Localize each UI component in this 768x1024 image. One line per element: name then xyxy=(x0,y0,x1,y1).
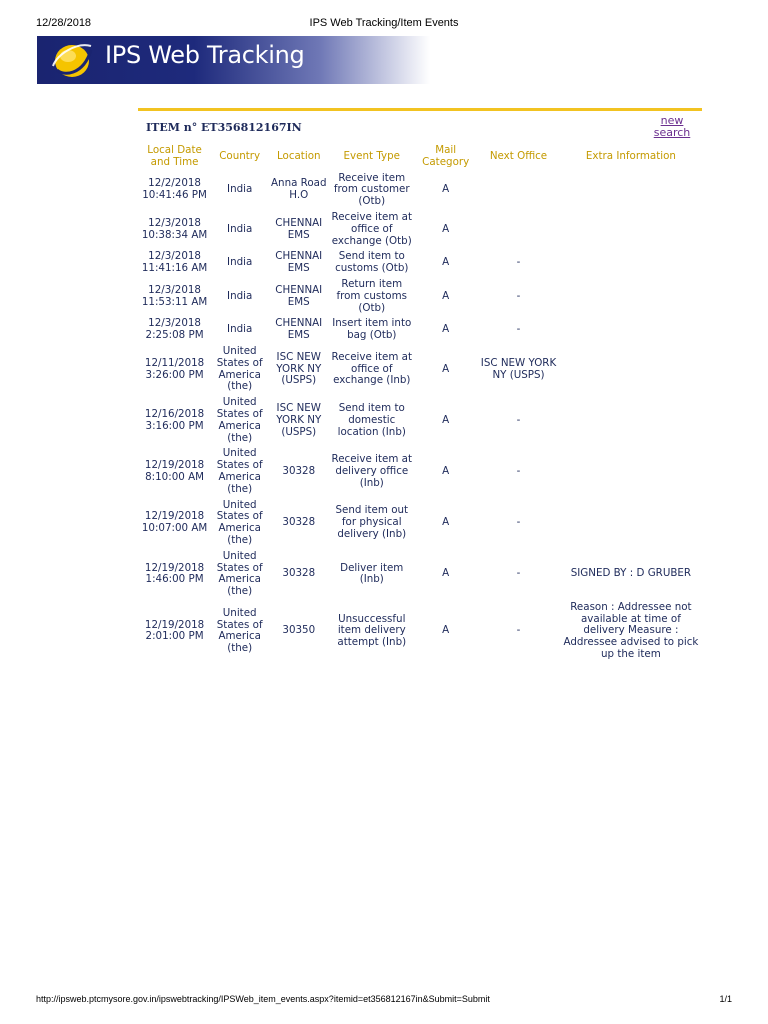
table-header-row xyxy=(138,143,702,171)
cell-extra-info xyxy=(560,344,702,395)
header-extra-info: Extra Information xyxy=(585,149,676,162)
cell-location: ISC NEW YORK NY (USPS) xyxy=(276,402,322,438)
table-row xyxy=(138,344,702,395)
cell-mail-category: A xyxy=(442,323,450,336)
cell-extra-info: SIGNED BY : D GRUBER xyxy=(570,567,692,580)
banner xyxy=(37,36,430,84)
cell-next-office: - xyxy=(516,567,521,580)
cell-country: India xyxy=(227,289,253,302)
cell-date: 12/19/2018 2:01:00 PM xyxy=(144,618,205,643)
item-title: ITEM n° ET356812167IN xyxy=(146,121,302,134)
cell-location: 30328 xyxy=(282,516,316,529)
cell-next-office: - xyxy=(516,256,521,269)
cell-mail-category: A xyxy=(442,465,450,478)
cell-next-office xyxy=(477,210,560,249)
table-row xyxy=(138,171,702,210)
cell-location: CHENNAI EMS xyxy=(275,317,323,342)
cell-event-type: Receive item at office of exchange (Otb) xyxy=(331,210,412,247)
cell-country: United States of America (the) xyxy=(216,549,263,598)
header-location: Location xyxy=(276,149,321,162)
cell-mail-category: A xyxy=(442,362,450,375)
cell-extra-info xyxy=(560,171,702,210)
cell-mail-category: A xyxy=(442,256,450,269)
page-url: http://ipsweb.ptcmysore.gov.in/ipswebtracking/IPSWeb_item_events.aspx?itemid=et356812167in&Submit=Submit xyxy=(36,994,490,1004)
cell-mail-category: A xyxy=(442,624,450,637)
new-search-link[interactable]: new search xyxy=(653,114,691,139)
cell-country: United States of America (the) xyxy=(216,606,263,655)
cell-next-office: ISC NEW YORK NY (USPS) xyxy=(480,356,557,381)
cell-location: 30328 xyxy=(282,465,316,478)
cell-date: 12/19/2018 8:10:00 AM xyxy=(144,459,205,483)
cell-extra-info xyxy=(560,210,702,249)
cell-country: India xyxy=(227,183,253,196)
print-date: 12/28/2018 xyxy=(36,17,92,29)
cell-location: CHENNAI EMS xyxy=(275,250,323,275)
table-row xyxy=(138,249,702,277)
cell-extra-info xyxy=(560,277,702,316)
banner-title: IPS Web Tracking xyxy=(105,41,305,69)
cell-next-office: - xyxy=(516,624,521,637)
cell-country: United States of America (the) xyxy=(216,447,263,495)
cell-event-type: Send item to domestic location (Inb) xyxy=(337,402,406,438)
cell-next-office: - xyxy=(516,465,521,478)
cell-date: 12/16/2018 3:16:00 PM xyxy=(144,407,205,432)
cell-mail-category: A xyxy=(442,516,450,529)
cell-mail-category: A xyxy=(442,567,450,580)
cell-next-office: - xyxy=(516,516,521,529)
print-footer xyxy=(0,994,768,1008)
cell-event-type: Unsuccessful item delivery attempt (Inb) xyxy=(337,612,407,649)
cell-next-office: - xyxy=(516,289,521,302)
cell-event-type: Insert item into bag (Otb) xyxy=(332,317,412,342)
cell-date: 12/19/2018 1:46:00 PM xyxy=(144,561,205,586)
table-row xyxy=(138,600,702,663)
table-row xyxy=(138,277,702,316)
cell-country: United States of America (the) xyxy=(216,344,263,393)
globe-logo-icon xyxy=(51,40,93,80)
events-table xyxy=(138,143,702,663)
header-date: Local Date and Time xyxy=(147,144,202,168)
cell-date: 12/3/2018 11:53:11 AM xyxy=(141,283,208,308)
cell-mail-category: A xyxy=(442,413,450,426)
divider-bar xyxy=(138,108,702,111)
cell-location: 30328 xyxy=(282,567,316,580)
cell-extra-info xyxy=(560,498,702,549)
header-next-office: Next Office xyxy=(489,149,548,162)
cell-event-type: Send item to customs (Otb) xyxy=(335,250,409,275)
cell-extra-info xyxy=(560,316,702,344)
table-row xyxy=(138,446,702,497)
page-number: 1/1 xyxy=(719,994,732,1004)
cell-mail-category: A xyxy=(442,183,450,196)
cell-date: 12/19/2018 10:07:00 AM xyxy=(141,510,208,535)
cell-location: 30350 xyxy=(282,624,316,637)
cell-country: India xyxy=(227,222,253,235)
cell-extra-info xyxy=(560,446,702,497)
cell-extra-info xyxy=(560,395,702,446)
print-title: IPS Web Tracking/Item Events xyxy=(309,17,459,29)
print-header xyxy=(0,17,768,31)
table-row xyxy=(138,498,702,549)
cell-location: CHENNAI EMS xyxy=(275,283,323,308)
cell-event-type: Send item out for physical delivery (Inb) xyxy=(335,504,409,540)
cell-date: 12/3/2018 2:25:08 PM xyxy=(145,317,204,342)
table-row xyxy=(138,395,702,446)
cell-next-office: - xyxy=(516,413,521,426)
header-country: Country xyxy=(219,149,261,162)
cell-next-office xyxy=(477,171,560,210)
cell-location: ISC NEW YORK NY (USPS) xyxy=(276,350,322,387)
cell-extra-info xyxy=(560,249,702,277)
cell-mail-category: A xyxy=(442,289,450,302)
cell-country: India xyxy=(227,256,253,269)
cell-event-type: Receive item at office of exchange (Inb) xyxy=(331,350,412,387)
table-row xyxy=(138,316,702,344)
cell-event-type: Receive item at delivery office (Inb) xyxy=(331,453,412,489)
cell-event-type: Receive item from customer (Otb) xyxy=(333,171,410,208)
cell-date: 12/2/2018 10:41:46 PM xyxy=(142,177,207,202)
cell-event-type: Return item from customs (Otb) xyxy=(336,277,408,314)
cell-next-office: - xyxy=(516,323,521,336)
cell-country: United States of America (the) xyxy=(216,396,263,444)
cell-extra-info: Reason : Addressee not available at time of delivery Measure : Addressee advised to pick up the item xyxy=(563,600,699,661)
cell-location: CHENNAI EMS xyxy=(275,216,323,241)
cell-mail-category: A xyxy=(442,222,450,235)
cell-date: 12/11/2018 3:26:00 PM xyxy=(144,356,205,381)
cell-country: India xyxy=(227,323,253,336)
cell-date: 12/3/2018 10:38:34 AM xyxy=(141,216,208,241)
cell-date: 12/3/2018 11:41:16 AM xyxy=(141,250,208,275)
cell-country: United States of America (the) xyxy=(216,498,263,546)
header-mail-category: Mail Category xyxy=(422,144,470,168)
table-row xyxy=(138,549,702,600)
table-row xyxy=(138,210,702,249)
cell-location: Anna Road H.O xyxy=(271,177,327,202)
cell-event-type: Deliver item (Inb) xyxy=(340,561,404,586)
header-event-type: Event Type xyxy=(343,149,400,162)
